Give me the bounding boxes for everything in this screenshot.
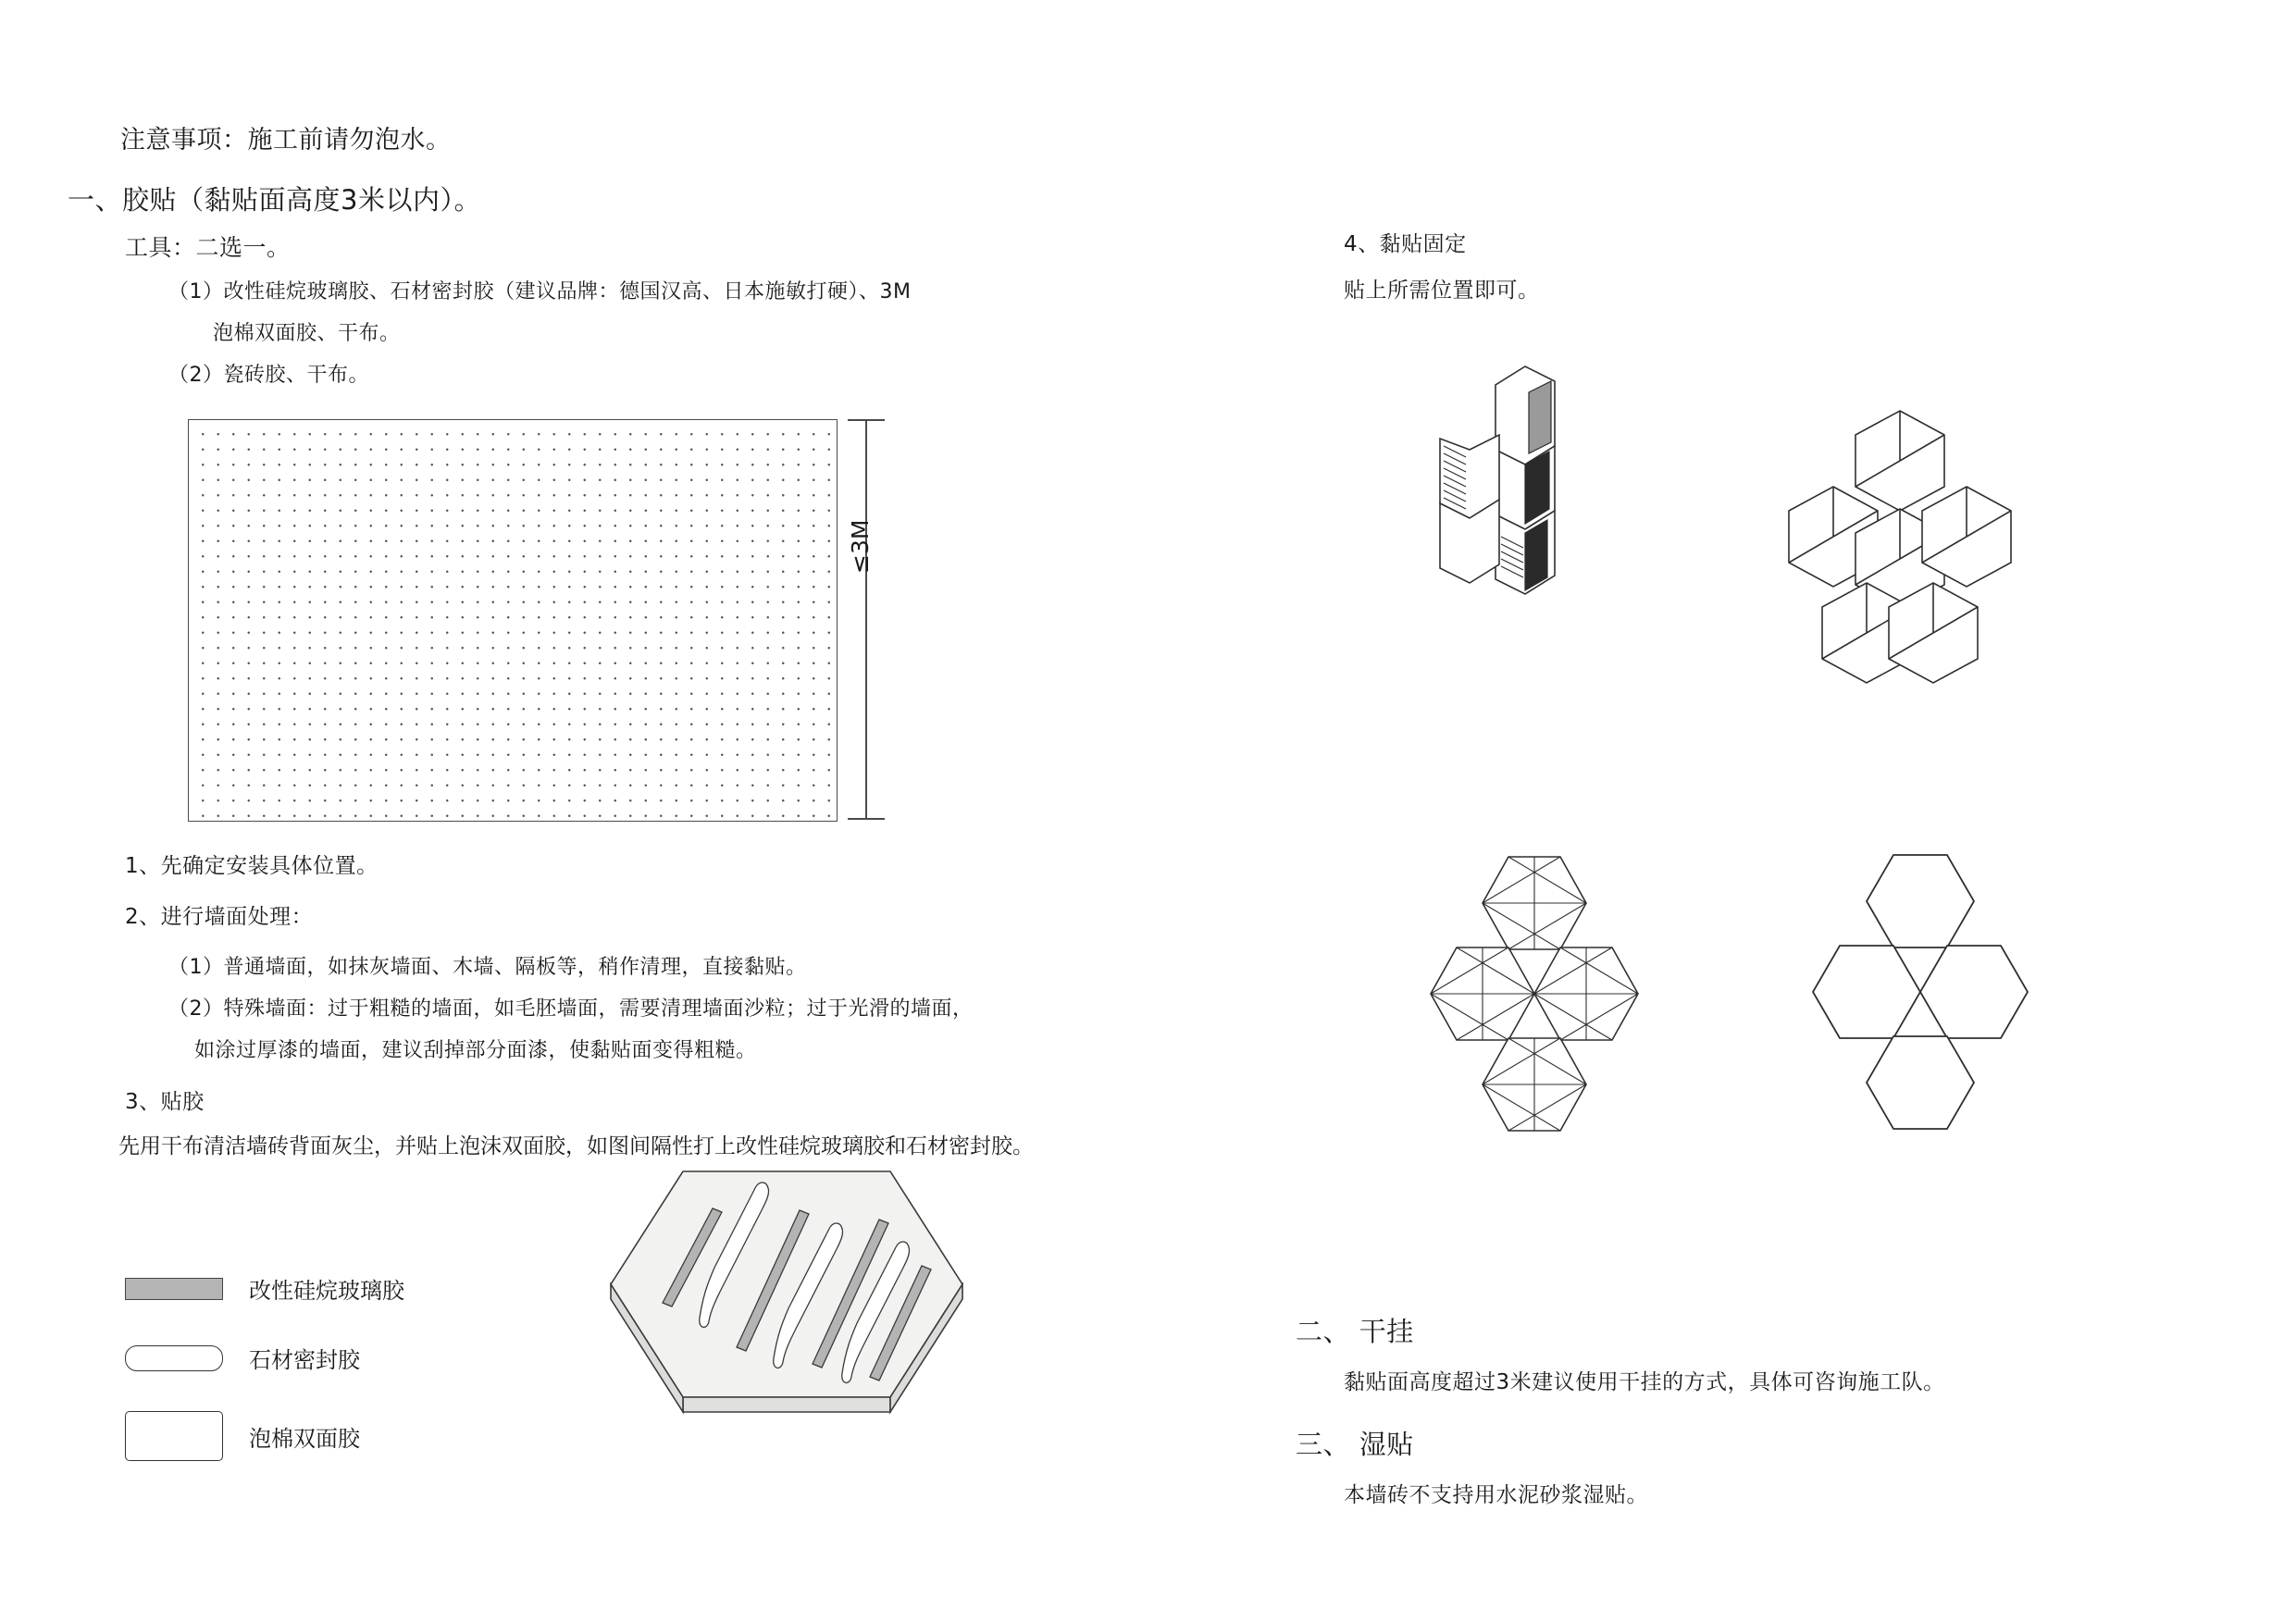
tile-back-adhesive-diagram — [574, 1164, 999, 1506]
wall-height-dimension-line — [865, 419, 867, 820]
tile-arrangement-faceted-hex — [1379, 851, 1684, 1221]
legend-label-glue: 改性硅烷玻璃胶 — [249, 1278, 404, 1304]
tile-arrangement-elongated-hex — [1416, 361, 1721, 805]
glue-swatch-icon — [125, 1278, 223, 1300]
step-2-sub-2-line2: 如涂过厚漆的墙面，建议刮掉部分面漆，使黏贴面变得粗糙。 — [194, 1039, 757, 1062]
legend-label-sealant: 石材密封胶 — [249, 1347, 360, 1373]
tile-arrangement-cube — [1744, 407, 2031, 768]
step-2-sub-1: （1）普通墙面，如抹灰墙面、木墙、隔板等，稍作清理，直接黏贴。 — [168, 956, 807, 979]
dimension-cap-top — [848, 419, 885, 421]
sealant-swatch-icon — [125, 1345, 223, 1371]
wall-surface-grid — [188, 419, 838, 822]
tools-title: 工具：二选一。 — [125, 234, 291, 261]
tool-option-2: （2）瓷砖胶、干布。 — [168, 364, 369, 387]
step-3-body: 先用干布清洁墙砖背面灰尘，并贴上泡沫双面胶，如图间隔性打上改性硅烷玻璃胶和石材密封胶。 — [118, 1134, 1034, 1158]
step-4-body: 贴上所需位置即可。 — [1344, 279, 1540, 303]
step-2-sub-2-line1: （2）特殊墙面：过于粗糙的墙面，如毛胚墙面，需要清理墙面沙粒；过于光滑的墙面， — [168, 997, 974, 1021]
foam-swatch-icon — [125, 1411, 223, 1461]
legend-item-sealant — [125, 1342, 360, 1374]
step-1: 1、先确定安装具体位置。 — [125, 854, 379, 878]
step-2: 2、进行墙面处理： — [125, 905, 314, 929]
step-3: 3、贴胶 — [125, 1090, 205, 1114]
section-2-title: 二、 干挂 — [1296, 1316, 1414, 1347]
legend-item-glue — [125, 1272, 404, 1305]
step-4: 4、黏贴固定 — [1344, 232, 1467, 256]
section-3-title: 三、 湿贴 — [1296, 1429, 1414, 1460]
legend-item-foam — [125, 1411, 360, 1461]
dimension-label: ≤3M — [847, 519, 874, 574]
section-1-title: 一、胶贴（黏贴面高度3米以内）。 — [68, 184, 481, 216]
dimension-cap-bottom — [848, 818, 885, 820]
tool-option-1-line2: 泡棉双面胶、干布。 — [213, 322, 401, 345]
legend-label-foam: 泡棉双面胶 — [249, 1425, 360, 1452]
section-2-body: 黏贴面高度超过3米建议使用干挂的方式，具体可咨询施工队。 — [1344, 1370, 1945, 1394]
section-3-body: 本墙砖不支持用水泥砂浆湿贴。 — [1344, 1483, 1648, 1507]
tile-arrangement-plain-hex — [1758, 851, 2054, 1221]
notice-line: 注意事项：施工前请勿泡水。 — [120, 126, 452, 155]
tool-option-1-line1: （1）改性硅烷玻璃胶、石材密封胶（建议品牌：德国汉高、日本施敏打硬）、3M — [168, 280, 912, 303]
